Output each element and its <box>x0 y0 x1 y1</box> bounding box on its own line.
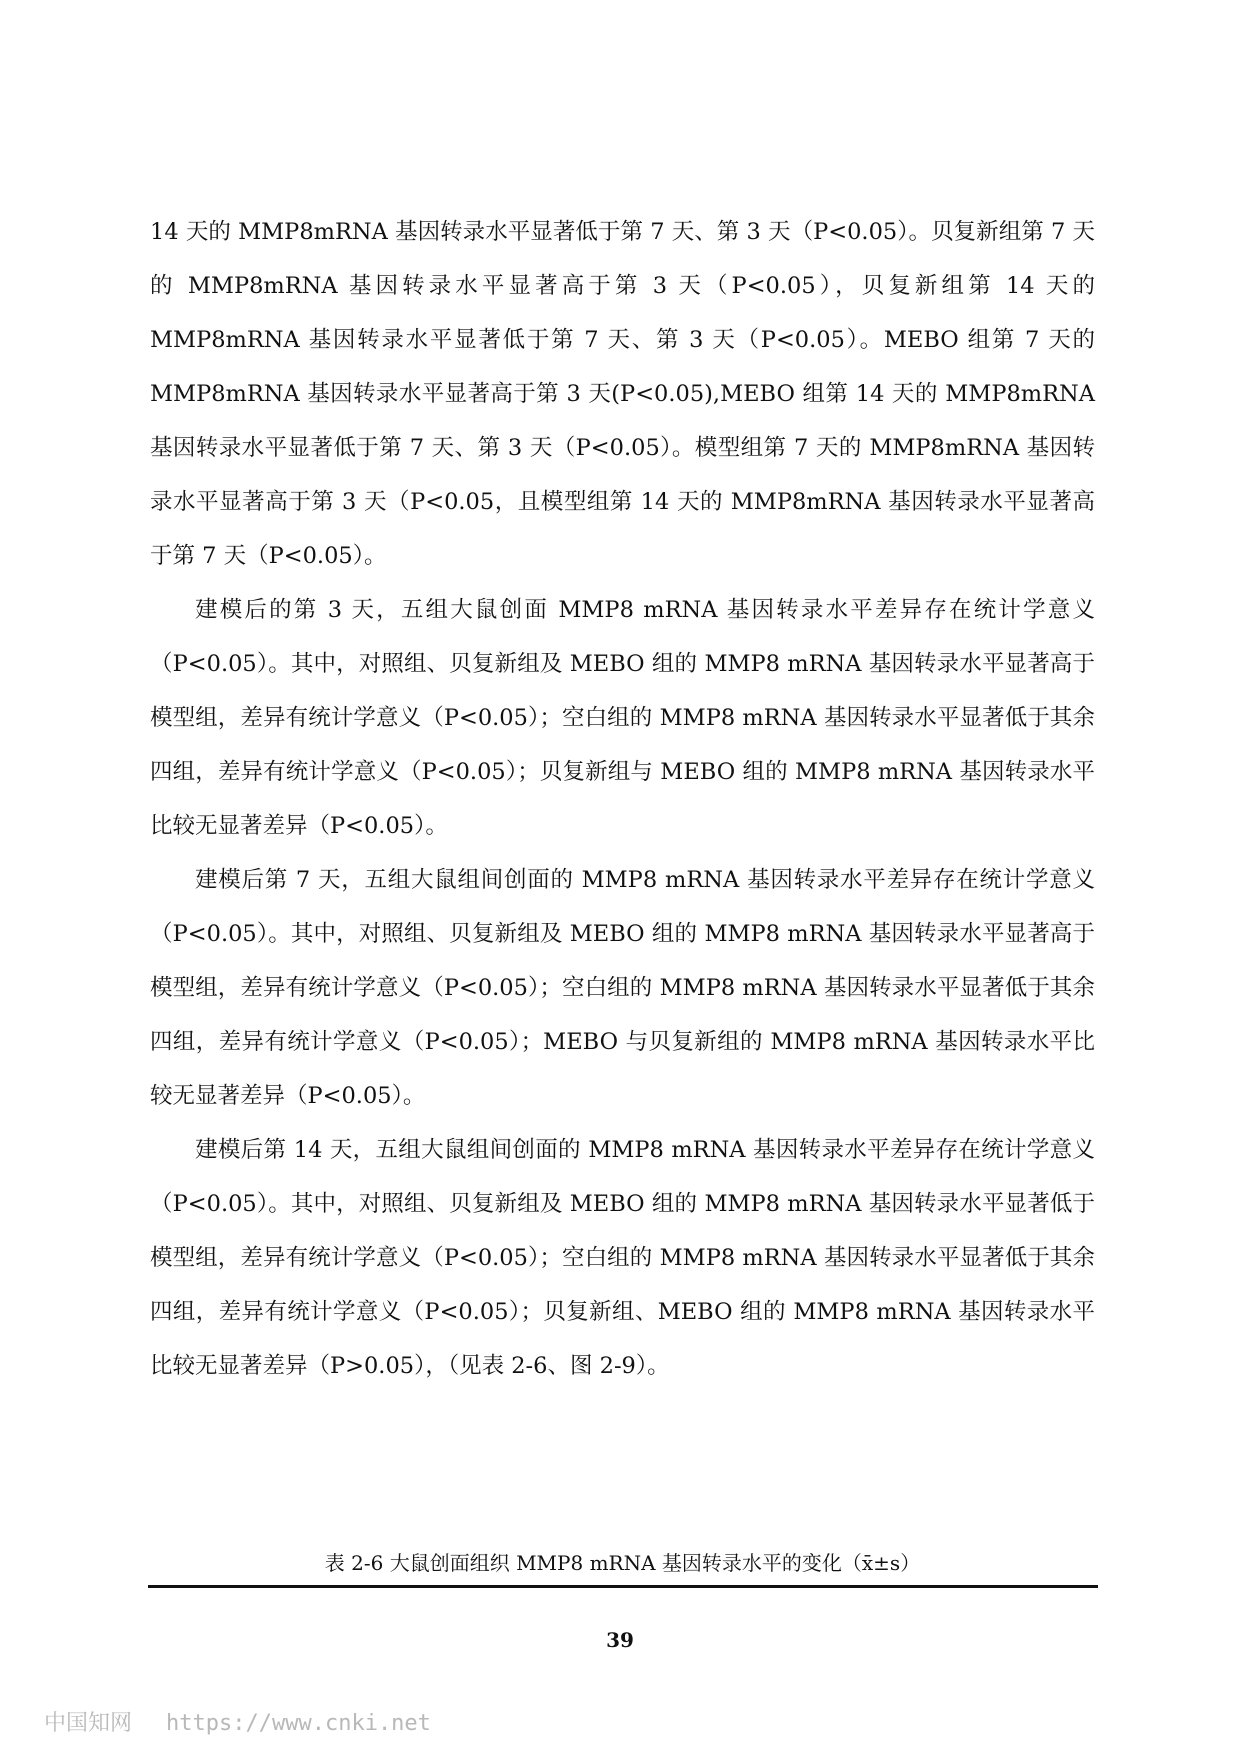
watermark-brand: 中国知网 <box>44 1711 133 1736</box>
table-top-rule <box>148 1585 1098 1588</box>
cnki-watermark <box>44 1706 431 1737</box>
paragraph-3: 建模后第 7 天，五组大鼠组间创面的 MMP8 mRNA 基因转录水平差异存在统计学意义（P<0.05）。其中，对照组、贝复新组及 MEBO 组的 MMP8 mRNA 基因转录水平显著高于模型组，差异有统计学意义（P<0.05）；空白组的 MMP8 mRNA 基因转录水平显著低于其余四组，差异有统计学意义（P<0.05）；MEBO 与贝复新组的 MMP8 mRNA 基因转录水平比较无显著差异（P<0.05）。 <box>150 867 1095 1109</box>
watermark-url: https://www.cnki.net <box>166 1711 431 1736</box>
paragraph-1: 14 天的 MMP8mRNA 基因转录水平显著低于第 7 天、第 3 天（P<0.05）。贝复新组第 7 天的 MMP8mRNA 基因转录水平显著高于第 3 天（P<0.05），贝复新组第 14 天的 MMP8mRNA 基因转录水平显著低于第 7 天、第 3 天（P<0.05）。MEBO 组第 7 天的 MMP8mRNA 基因转录水平显著高于第 3 天(P<0.05),MEBO 组第 14 天的 MMP8mRNA 基因转录水平显著低于第 7 天、第 3 天（P<0.05）。模型组第 7 天的 MMP8mRNA 基因转录水平显著高于第 3 天（P<0.05，且模型组第 14 天的 MMP8mRNA 基因转录水平显著高于第 7 天（P<0.05）。 <box>150 219 1095 569</box>
paragraph-2: 建模后的第 3 天，五组大鼠创面 MMP8 mRNA 基因转录水平差异存在统计学意义（P<0.05）。其中，对照组、贝复新组及 MEBO 组的 MMP8 mRNA 基因转录水平显著高于模型组，差异有统计学意义（P<0.05）；空白组的 MMP8 mRNA 基因转录水平显著低于其余四组，差异有统计学意义（P<0.05）；贝复新组与 MEBO 组的 MMP8 mRNA 基因转录水平比较无显著差异（P<0.05）。 <box>150 597 1095 839</box>
paragraph-4: 建模后第 14 天，五组大鼠组间创面的 MMP8 mRNA 基因转录水平差异存在统计学意义（P<0.05）。其中，对照组、贝复新组及 MEBO 组的 MMP8 mRNA 基因转录水平显著低于模型组，差异有统计学意义（P<0.05）；空白组的 MMP8 mRNA 基因转录水平显著低于其余四组，差异有统计学意义（P<0.05）；贝复新组、MEBO 组的 MMP8 mRNA 基因转录水平比较无显著差异（P>0.05），（见表 2-6、图 2-9）。 <box>150 1137 1095 1379</box>
body-text <box>150 205 1095 1393</box>
table-caption: 表 2-6 大鼠创面组织 MMP8 mRNA 基因转录水平的变化（x̄±s） <box>324 1551 921 1575</box>
page-number: 39 <box>606 1628 634 1652</box>
